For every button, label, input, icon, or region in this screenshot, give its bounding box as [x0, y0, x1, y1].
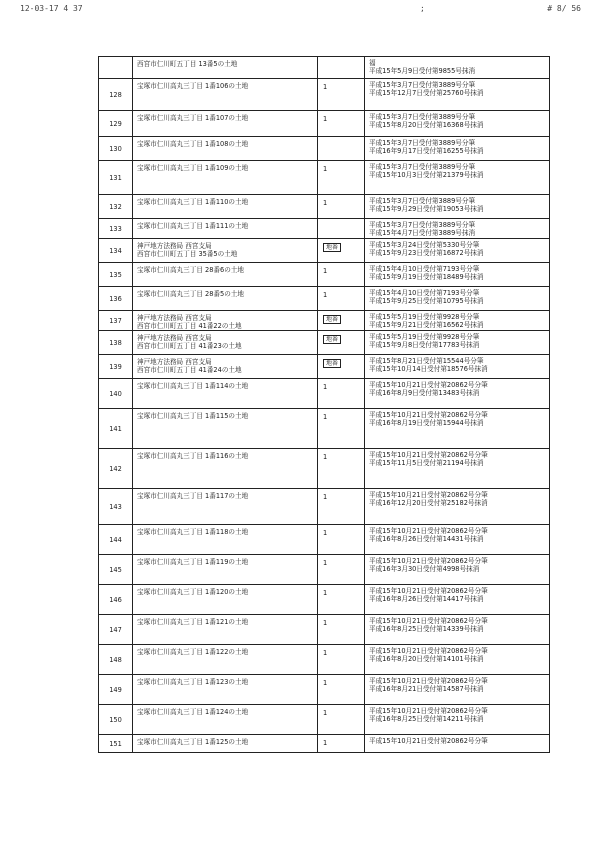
location-text: 宝塚市仁川高丸三丁目 1番123の土地	[137, 678, 249, 686]
row-number: 135	[99, 263, 133, 286]
fax-timestamp: 12-03-17 4 37	[20, 4, 83, 13]
registration-text: 平成15年10月21日受付第20862号分筆	[369, 587, 488, 595]
registration-cell	[365, 735, 549, 752]
registration-text: 福	[369, 59, 376, 67]
registration-text: 平成16年8月25日受付第14211号抹消	[369, 715, 484, 723]
type-cell	[317, 287, 365, 310]
location-text: 宝塚市仁川高丸三丁目 1番121の土地	[137, 618, 249, 626]
fax-header	[8, 4, 587, 16]
row-number: 136	[99, 287, 133, 310]
type-cell	[317, 735, 365, 752]
type-label: 1	[323, 83, 328, 91]
type-label: 1	[323, 529, 328, 537]
location-text: 宝塚市仁川高丸三丁目 1番117の土地	[137, 492, 249, 500]
registration-cell	[365, 79, 549, 110]
registration-text: 平成15年10月21日受付第20862号分筆	[369, 411, 488, 419]
location-text: 西宮市仁川町五丁目 41番22の土地	[137, 322, 242, 330]
location-text: 宝塚市仁川高丸三丁目 28番6の土地	[137, 266, 244, 274]
location-text: 宝塚市仁川高丸三丁目 1番110の土地	[137, 198, 249, 206]
registration-text: 平成15年10月21日受付第20862号分筆	[369, 451, 488, 459]
location-text: 宝塚市仁川高丸三丁目 1番124の土地	[137, 708, 249, 716]
registration-text: 平成15年10月3日受付第21379号抹消	[369, 171, 484, 179]
type-label: 1	[323, 709, 328, 717]
type-cell	[317, 525, 365, 554]
table-row	[98, 409, 550, 449]
row-number: 128	[99, 79, 133, 110]
type-cell	[317, 449, 365, 488]
type-label: 1	[323, 739, 328, 747]
type-cell	[317, 111, 365, 136]
table-row	[98, 675, 550, 705]
row-number: 138	[99, 331, 133, 354]
registration-cell	[365, 219, 549, 238]
registration-text: 平成15年9月29日受付第19053号抹消	[369, 205, 484, 213]
registration-text: 平成16年8月26日受付第14431号抹消	[369, 535, 484, 543]
type-label: 1	[323, 199, 328, 207]
table-row	[98, 161, 550, 195]
table-row	[98, 311, 550, 331]
registration-cell	[365, 705, 549, 734]
location-text: 宝塚市仁川高丸三丁目 1番106の土地	[137, 82, 249, 90]
row-number: 144	[99, 525, 133, 554]
location-cell	[133, 161, 317, 194]
fax-separator: ;	[420, 4, 425, 13]
type-cell	[317, 79, 365, 110]
registration-text: 平成15年10月21日受付第20862号分筆	[369, 381, 488, 389]
registration-cell	[365, 161, 549, 194]
table-row	[98, 615, 550, 645]
type-cell	[317, 355, 365, 378]
registration-cell	[365, 57, 549, 78]
type-cell	[317, 645, 365, 674]
type-label: 1	[323, 291, 328, 299]
registration-text: 平成15年8月20日受付第16368号抹消	[369, 121, 484, 129]
type-label: 1	[323, 383, 328, 391]
registration-cell	[365, 195, 549, 218]
location-text: 宝塚市仁川高丸三丁目 1番115の土地	[137, 412, 249, 420]
location-cell	[133, 137, 317, 160]
table-row	[98, 555, 550, 585]
registration-text: 平成15年10月21日受付第20862号分筆	[369, 527, 488, 535]
registration-text: 平成15年4月10日受付第7193号分筆	[369, 289, 480, 297]
location-text: 神戸地方法務局 西宮支局	[137, 334, 212, 342]
type-cell	[317, 311, 365, 330]
registration-cell	[365, 555, 549, 584]
type-label: 地番	[323, 359, 341, 368]
registration-text: 平成15年9月8日受付第17783号抹消	[369, 341, 480, 349]
registration-text: 平成15年12月7日受付第25760号抹消	[369, 89, 484, 97]
table-row	[98, 525, 550, 555]
type-label: 1	[323, 679, 328, 687]
table-row	[98, 79, 550, 111]
location-text: 宝塚市仁川高丸三丁目 1番111の土地	[137, 222, 249, 230]
type-cell	[317, 219, 365, 238]
row-number: 129	[99, 111, 133, 136]
registration-text: 平成16年8月21日受付第14587号抹消	[369, 685, 484, 693]
location-cell	[133, 675, 317, 704]
registration-text: 平成15年3月7日受付第3889号分筆	[369, 197, 476, 205]
location-cell	[133, 219, 317, 238]
location-text: 宝塚市仁川高丸三丁目 1番120の土地	[137, 588, 249, 596]
location-text: 神戸地方法務局 西宮支局	[137, 314, 212, 322]
location-text: 西宮市仁川町五丁目 35番5の土地	[137, 250, 238, 258]
table-row	[98, 379, 550, 409]
registration-text: 平成16年12月20日受付第25182号抹消	[369, 499, 488, 507]
row-number: 140	[99, 379, 133, 408]
table-row	[98, 137, 550, 161]
row-number: 133	[99, 219, 133, 238]
location-cell	[133, 735, 317, 752]
table-row	[98, 331, 550, 355]
location-cell	[133, 489, 317, 524]
type-label: 1	[323, 267, 328, 275]
row-number: 143	[99, 489, 133, 524]
table-row	[98, 287, 550, 311]
registration-text: 平成15年3月7日受付第3889号分筆	[369, 81, 476, 89]
location-text: 宝塚市仁川高丸三丁目 1番108の土地	[137, 140, 249, 148]
type-cell	[317, 331, 365, 354]
type-cell	[317, 409, 365, 448]
registration-text: 平成15年5月19日受付第9928号分筆	[369, 333, 480, 341]
type-cell	[317, 379, 365, 408]
registration-cell	[365, 489, 549, 524]
row-number: 134	[99, 239, 133, 262]
location-text: 宝塚市仁川高丸三丁目 1番107の土地	[137, 114, 249, 122]
registration-cell	[365, 645, 549, 674]
table-row	[98, 645, 550, 675]
location-text: 西宮市仁川町五丁目 13番5の土地	[137, 60, 238, 68]
type-label: 1	[323, 453, 328, 461]
type-label: 地番	[323, 243, 341, 252]
table-row	[98, 489, 550, 525]
location-cell	[133, 449, 317, 488]
type-label: 1	[323, 559, 328, 567]
location-cell	[133, 331, 317, 354]
type-cell	[317, 263, 365, 286]
type-cell	[317, 555, 365, 584]
registration-text: 平成15年4月10日受付第7193号分筆	[369, 265, 480, 273]
location-cell	[133, 585, 317, 614]
location-cell	[133, 311, 317, 330]
table-row	[98, 705, 550, 735]
registration-cell	[365, 675, 549, 704]
location-cell	[133, 195, 317, 218]
type-cell	[317, 239, 365, 262]
location-cell	[133, 263, 317, 286]
registration-text: 平成15年10月21日受付第20862号分筆	[369, 647, 488, 655]
location-text: 宝塚市仁川高丸三丁目 1番118の土地	[137, 528, 249, 536]
type-label: 地番	[323, 335, 341, 344]
registration-text: 平成15年5月9日受付第9855号抹消	[369, 67, 476, 75]
location-cell	[133, 111, 317, 136]
location-text: 宝塚市仁川高丸三丁目 1番114の土地	[137, 382, 249, 390]
row-number	[99, 57, 133, 78]
row-number: 131	[99, 161, 133, 194]
registration-text: 平成16年8月25日受付第14339号抹消	[369, 625, 484, 633]
registration-text: 平成15年8月21日受付第15544号分筆	[369, 357, 484, 365]
location-cell	[133, 79, 317, 110]
registration-cell	[365, 615, 549, 644]
type-label: 1	[323, 619, 328, 627]
location-cell	[133, 355, 317, 378]
location-cell	[133, 615, 317, 644]
type-cell	[317, 57, 365, 78]
row-number: 150	[99, 705, 133, 734]
row-number: 146	[99, 585, 133, 614]
type-label: 1	[323, 493, 328, 501]
type-cell	[317, 585, 365, 614]
type-cell	[317, 195, 365, 218]
registration-text: 平成15年3月7日受付第3889号分筆	[369, 163, 476, 171]
registration-cell	[365, 263, 549, 286]
row-number: 130	[99, 137, 133, 160]
registration-text: 平成15年4月7日受付第3889号抹消	[369, 229, 476, 237]
type-cell	[317, 137, 365, 160]
location-text: 宝塚市仁川高丸三丁目 1番122の土地	[137, 648, 249, 656]
location-cell	[133, 57, 317, 78]
type-label: 1	[323, 165, 328, 173]
table-row	[98, 219, 550, 239]
location-text: 宝塚市仁川高丸三丁目 1番116の土地	[137, 452, 249, 460]
table-row	[98, 195, 550, 219]
location-text: 宝塚市仁川高丸三丁目 28番5の土地	[137, 290, 244, 298]
table-row	[98, 449, 550, 489]
registration-cell	[365, 355, 549, 378]
registration-text: 平成15年11月5日受付第21194号抹消	[369, 459, 484, 467]
row-number: 132	[99, 195, 133, 218]
registration-text: 平成15年10月21日受付第20862号分筆	[369, 707, 488, 715]
registration-cell	[365, 239, 549, 262]
registration-text: 平成15年10月21日受付第20862号分筆	[369, 491, 488, 499]
registration-cell	[365, 331, 549, 354]
location-text: 宝塚市仁川高丸三丁目 1番119の土地	[137, 558, 249, 566]
registration-cell	[365, 111, 549, 136]
registration-text: 平成15年5月19日受付第9928号分筆	[369, 313, 480, 321]
registration-text: 平成15年10月21日受付第20862号分筆	[369, 557, 488, 565]
location-cell	[133, 555, 317, 584]
registration-cell	[365, 449, 549, 488]
type-cell	[317, 161, 365, 194]
registration-text: 平成15年10月21日受付第20862号分筆	[369, 617, 488, 625]
registration-text: 平成15年10月14日受付第18576号抹消	[369, 365, 488, 373]
registration-text: 平成16年8月19日受付第15944号抹消	[369, 419, 484, 427]
type-label: 1	[323, 589, 328, 597]
type-cell	[317, 675, 365, 704]
row-number: 137	[99, 311, 133, 330]
type-label: 1	[323, 649, 328, 657]
row-number: 141	[99, 409, 133, 448]
registration-text: 平成16年8月9日受付第13483号抹消	[369, 389, 480, 397]
row-number: 148	[99, 645, 133, 674]
location-cell	[133, 705, 317, 734]
registration-cell	[365, 585, 549, 614]
registration-text: 平成16年9月17日受付第16255号抹消	[369, 147, 484, 155]
registration-text: 平成15年9月19日受付第18489号抹消	[369, 273, 484, 281]
location-text: 西宮市仁川町五丁目 41番23の土地	[137, 342, 242, 350]
location-text: 西宮市仁川町五丁目 41番24の土地	[137, 366, 242, 374]
location-cell	[133, 287, 317, 310]
location-text: 宝塚市仁川高丸三丁目 1番125の土地	[137, 738, 249, 746]
registration-text: 平成16年8月20日受付第14101号抹消	[369, 655, 484, 663]
table-row	[98, 585, 550, 615]
registration-text: 平成15年3月7日受付第3889号分筆	[369, 113, 476, 121]
location-text: 神戸地方法務局 西宮支局	[137, 242, 212, 250]
registration-text: 平成16年8月26日受付第14417号抹消	[369, 595, 484, 603]
row-number: 149	[99, 675, 133, 704]
type-label: 1	[323, 413, 328, 421]
location-text: 宝塚市仁川高丸三丁目 1番109の土地	[137, 164, 249, 172]
row-number: 151	[99, 735, 133, 752]
row-number: 139	[99, 355, 133, 378]
type-cell	[317, 615, 365, 644]
row-number: 145	[99, 555, 133, 584]
type-label: 1	[323, 115, 328, 123]
registration-cell	[365, 287, 549, 310]
table-row	[98, 239, 550, 263]
table-row	[98, 111, 550, 137]
table-row	[98, 263, 550, 287]
type-label: 地番	[323, 315, 341, 324]
table-row	[98, 735, 550, 753]
registration-text: 平成15年9月21日受付第16562号抹消	[369, 321, 484, 329]
table-row	[98, 355, 550, 379]
registration-cell	[365, 525, 549, 554]
registration-cell	[365, 311, 549, 330]
registration-text: 平成15年10月21日受付第20862号分筆	[369, 737, 488, 745]
location-cell	[133, 525, 317, 554]
land-registry-table	[98, 56, 550, 753]
registration-text: 平成15年9月23日受付第16872号抹消	[369, 249, 484, 257]
registration-text: 平成15年3月7日受付第3889号分筆	[369, 139, 476, 147]
registration-text: 平成15年3月24日受付第5330号分筆	[369, 241, 480, 249]
registration-cell	[365, 379, 549, 408]
registration-cell	[365, 409, 549, 448]
location-cell	[133, 379, 317, 408]
row-number: 147	[99, 615, 133, 644]
location-cell	[133, 409, 317, 448]
registration-text: 平成15年3月7日受付第3889号分筆	[369, 221, 476, 229]
location-cell	[133, 239, 317, 262]
registration-cell	[365, 137, 549, 160]
table-row	[98, 57, 550, 79]
type-cell	[317, 705, 365, 734]
row-number: 142	[99, 449, 133, 488]
location-text: 神戸地方法務局 西宮支局	[137, 358, 212, 366]
fax-page-number: # 8/ 56	[547, 4, 581, 13]
registration-text: 平成16年3月30日受付第4998号抹消	[369, 565, 480, 573]
registration-text: 平成15年9月25日受付第10795号抹消	[369, 297, 484, 305]
location-cell	[133, 645, 317, 674]
registration-text: 平成15年10月21日受付第20862号分筆	[369, 677, 488, 685]
type-cell	[317, 489, 365, 524]
